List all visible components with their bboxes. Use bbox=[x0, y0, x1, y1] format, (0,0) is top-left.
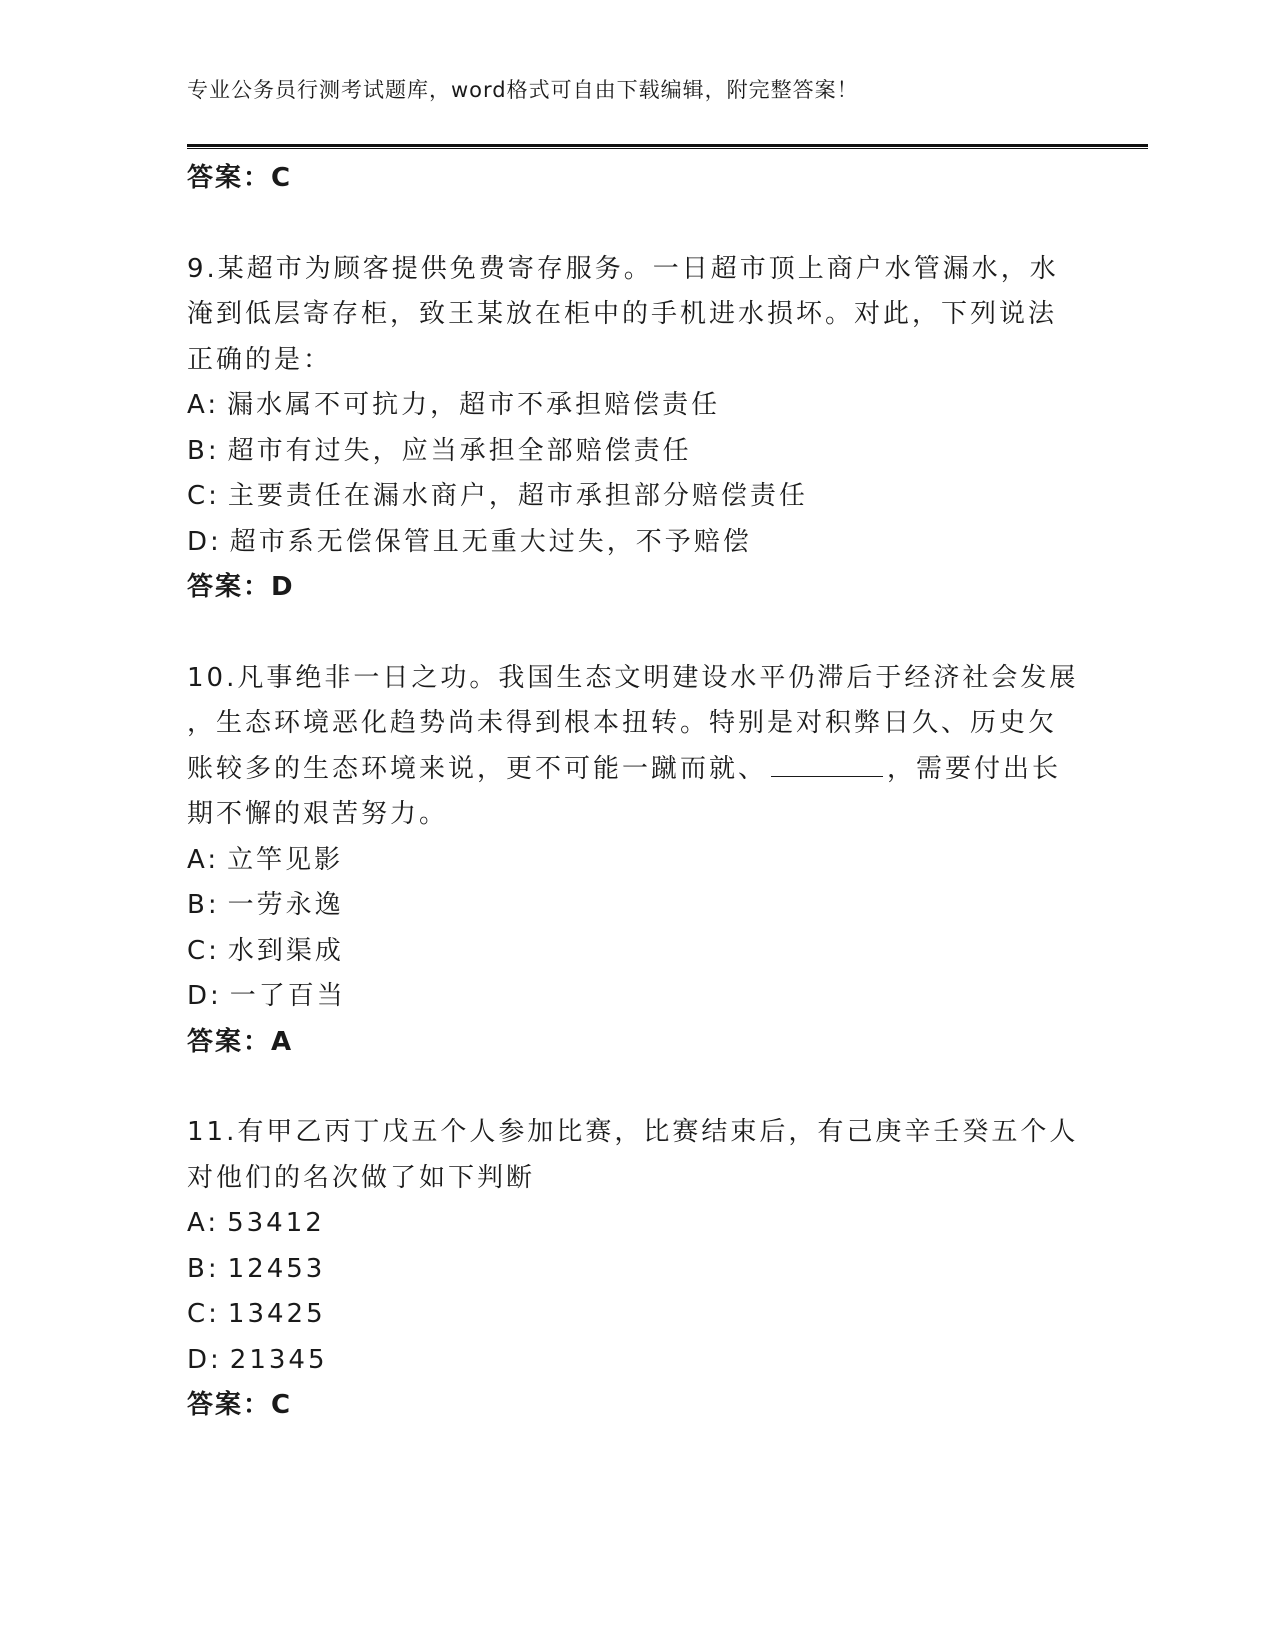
option-label: C: bbox=[187, 935, 220, 966]
option-text: 13425 bbox=[227, 1299, 326, 1329]
option-c bbox=[187, 474, 1087, 520]
option-a bbox=[187, 383, 1087, 429]
option-label: C: bbox=[187, 1299, 220, 1329]
option-label: D: bbox=[187, 981, 222, 1011]
option-a bbox=[187, 1201, 1087, 1247]
option-label: B: bbox=[187, 1253, 220, 1284]
option-d bbox=[187, 520, 1087, 566]
stem-text: 账较多的生态环境来说，更不可能一蹴而就、 bbox=[187, 753, 768, 784]
option-text: 水到渠成 bbox=[227, 935, 344, 966]
answer bbox=[187, 1383, 1087, 1429]
answer-label: 答案： bbox=[187, 1026, 272, 1057]
option-text: 超市有过失，应当承担全部赔偿责任 bbox=[227, 435, 692, 466]
option-d bbox=[187, 1338, 1087, 1384]
option-text: 12453 bbox=[227, 1253, 326, 1284]
question-stem-line: 淹到低层寄存柜，致王某放在柜中的手机进水损坏。对此，下列说法 bbox=[187, 299, 1058, 329]
option-b bbox=[187, 883, 1087, 929]
option-label: C: bbox=[187, 481, 220, 511]
answer-value: C bbox=[271, 1390, 293, 1420]
option-c bbox=[187, 929, 1087, 975]
option-label: A: bbox=[187, 1208, 220, 1238]
option-label: B: bbox=[187, 435, 220, 466]
option-label: D: bbox=[187, 1344, 222, 1375]
answer bbox=[187, 565, 1087, 611]
option-b bbox=[187, 1247, 1087, 1293]
option-label: D: bbox=[187, 526, 222, 557]
question-stem-line: 10.凡事绝非一日之功。我国生态文明建设水平仍滞后于经济社会发展 bbox=[187, 662, 1079, 693]
page-header: 专业公务员行测考试题库，word格式可自由下载编辑，附完整答案！ bbox=[187, 78, 859, 102]
question-stem-line: ，生态环境恶化趋势尚未得到根本扭转。特别是对积弊日久、历史欠 bbox=[187, 708, 1058, 738]
option-d bbox=[187, 974, 1087, 1020]
answer-label: 答案： bbox=[187, 572, 272, 602]
question-stem-line: 对他们的名次做了如下判断 bbox=[187, 1162, 536, 1193]
answer-label: 答案： bbox=[187, 163, 272, 193]
question-stem-line: 9.某超市为顾客提供免费寄存服务。一日超市顶上商户水管漏水，水 bbox=[187, 253, 1059, 284]
answer-value: A bbox=[271, 1026, 294, 1057]
answer bbox=[187, 1020, 1087, 1066]
answer-value: C bbox=[271, 163, 293, 193]
question-9 bbox=[187, 247, 1087, 611]
option-text: 漏水属不可抗力，超市不承担赔偿责任 bbox=[227, 390, 721, 420]
question-stem-line: 11.有甲乙丙丁戊五个人参加比赛，比赛结束后，有己庚辛壬癸五个人 bbox=[187, 1117, 1079, 1147]
option-c bbox=[187, 1292, 1087, 1338]
option-label: A: bbox=[187, 390, 220, 420]
option-a bbox=[187, 838, 1087, 884]
option-text: 主要责任在漏水商户，超市承担部分赔偿责任 bbox=[227, 481, 808, 511]
option-text: 立竿见影 bbox=[227, 844, 344, 875]
fill-in-blank bbox=[771, 754, 883, 777]
answer-value: D bbox=[271, 572, 295, 602]
question-stem-line-with-blank bbox=[187, 747, 1087, 793]
option-label: B: bbox=[187, 890, 220, 920]
header-divider bbox=[187, 144, 1148, 149]
option-text: 一了百当 bbox=[229, 981, 346, 1011]
option-text: 一劳永逸 bbox=[227, 890, 344, 920]
question-10 bbox=[187, 656, 1087, 1066]
option-text: 21345 bbox=[229, 1344, 328, 1375]
stem-text: ，需要付出长 bbox=[887, 753, 1062, 784]
option-label: A: bbox=[187, 844, 220, 875]
question-11 bbox=[187, 1110, 1087, 1429]
question-stem-line: 期不懈的艰苦努力。 bbox=[187, 799, 449, 829]
option-b bbox=[187, 429, 1087, 475]
option-text: 超市系无偿保管且无重大过失，不予赔偿 bbox=[229, 526, 752, 557]
answer-label: 答案： bbox=[187, 1390, 272, 1420]
question-stem-line: 正确的是： bbox=[187, 344, 333, 375]
previous-answer bbox=[187, 156, 1087, 202]
document-body bbox=[187, 156, 1087, 1429]
option-text: 53412 bbox=[227, 1208, 325, 1238]
